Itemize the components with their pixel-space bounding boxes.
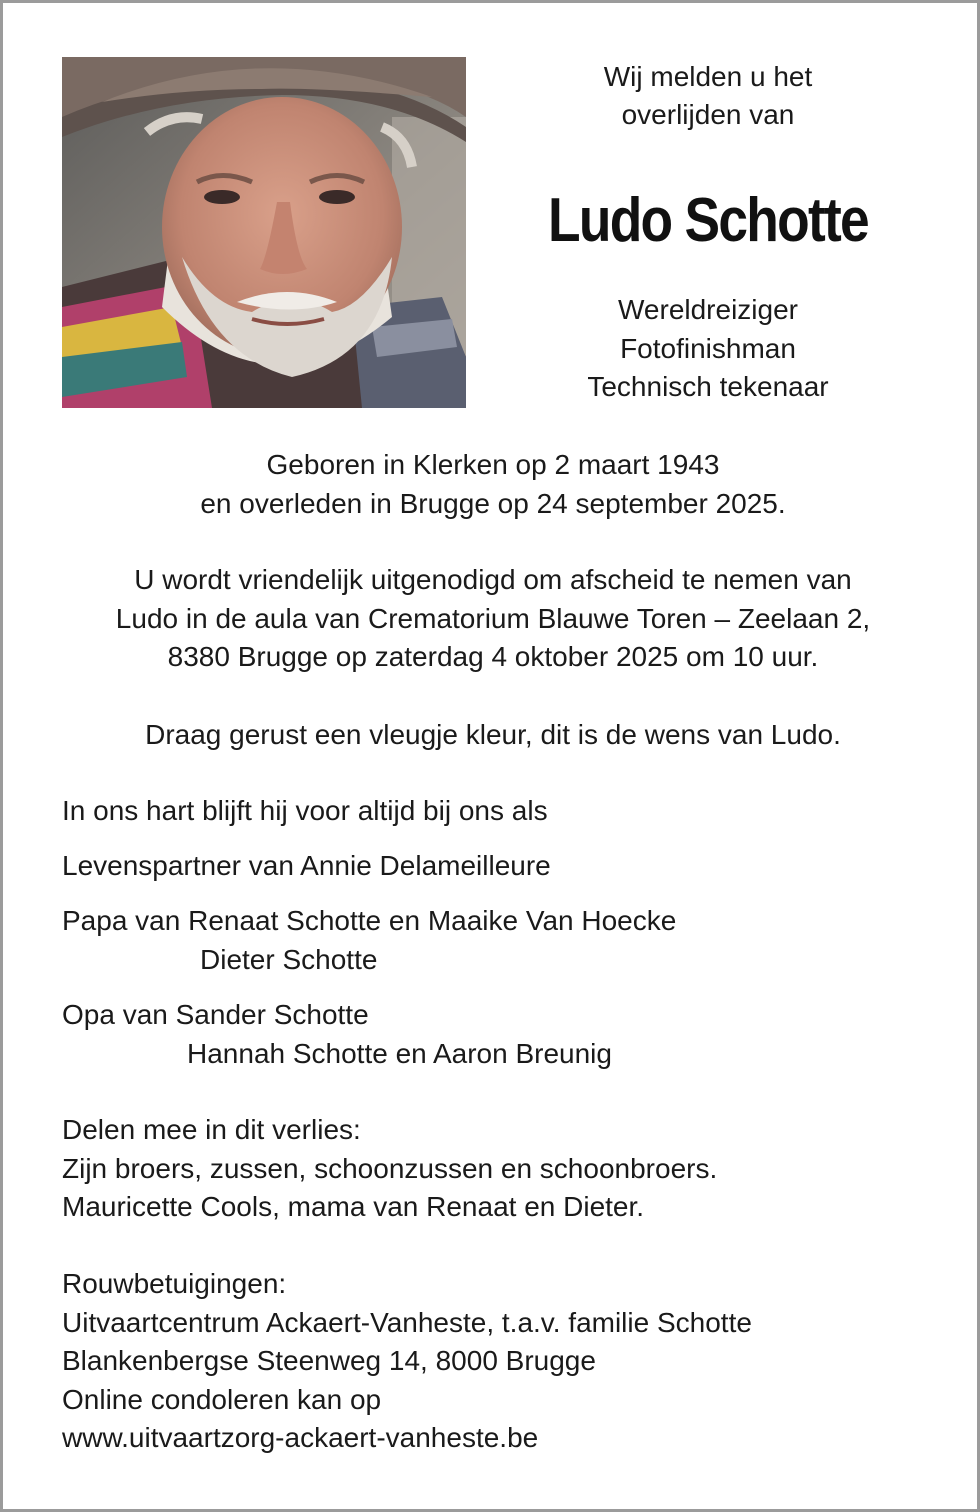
children-block [62,902,962,979]
website-link[interactable]: www.uitvaartzorg-ackaert-vanheste.be [62,1422,539,1453]
death-line: en overleden in Brugge op 24 september 2025. [200,487,786,519]
intro-line: overlijden van [621,99,795,130]
wish-text: Draag gerust een vleugje kleur, dit is de wens van Ludo. [145,719,841,750]
role-item: Fotofinishman [620,332,796,364]
portrait-photo [62,57,466,408]
grandchildren-block [62,996,962,1073]
funeral-home: Uitvaartcentrum Ackaert-Vanheste, t.a.v. familie Schotte [62,1306,752,1338]
deceased-name: Ludo Schotte [547,186,868,255]
intro-line: Wij melden u het [603,61,813,92]
birth-death-info [3,446,980,523]
invitation-line: 8380 Brugge op zaterdag 4 oktober 2025 om 10 uur. [167,641,819,672]
invitation-line: Ludo in de aula van Crematorium Blauwe Toren – Zeelaan 2, [115,602,871,634]
role-item: Technisch tekenaar [587,371,829,402]
sharing-line: Delen mee in dit verlies: [62,1114,361,1145]
address: Blankenbergse Steenweg 14, 8000 Brugge [62,1345,596,1376]
condolences-block [62,1265,962,1458]
sharing-line: Mauricette Cools, mama van Renaat en Dieter. [62,1191,645,1222]
children-line: Papa van Renaat Schotte en Maaike Van Hoecke [62,905,677,936]
birth-line: Geboren in Klerken op 2 maart 1943 [266,449,720,480]
invitation-line: U wordt vriendelijk uitgenodigd om afscheid te nemen van [134,564,852,595]
grandchildren-line: Opa van Sander Schotte [62,999,369,1030]
partner-line: Levenspartner van Annie Delameilleure [62,850,551,881]
roles-list [508,291,908,407]
announcement-intro [508,58,908,134]
condolences-heading: Rouwbetuigingen: [62,1268,287,1299]
sharing-line: Zijn broers, zussen, schoonzussen en schoonbroers. [62,1152,718,1184]
grandchildren-line: Hannah Schotte en Aaron Breunig [187,1037,612,1069]
sharing-block [62,1111,962,1227]
ceremony-invitation [3,561,980,677]
children-line: Dieter Schotte [200,943,378,975]
role-item: Wereldreiziger [618,294,798,325]
family-intro: In ons hart blijft hij voor altijd bij ons als [62,795,548,826]
online-condolences-text: Online condoleren kan op [62,1383,382,1415]
